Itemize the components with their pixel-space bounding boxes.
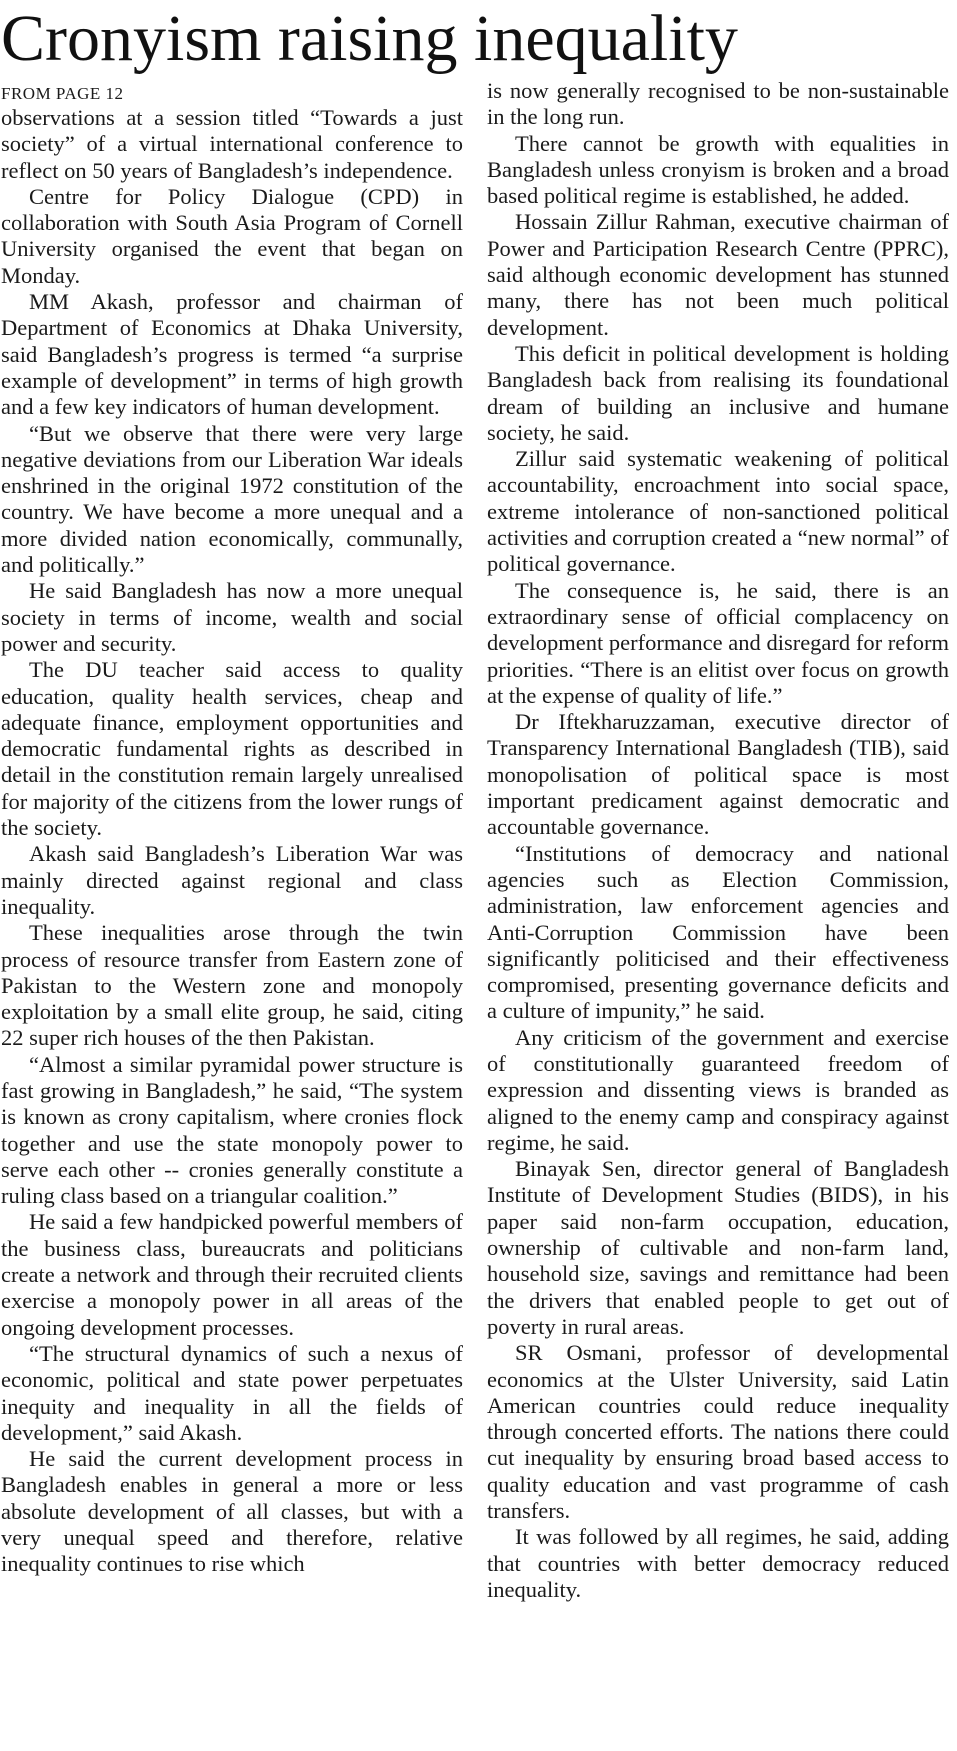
paragraph: The DU teacher said access to quality education, quality health services, cheap and adequate finance, employment opportunities and democratic fundamental rights as described in detail in the constitution remain largely unrealised for majority of the citizens from the lower rungs of the society.	[1, 657, 463, 841]
paragraph: These inequalities arose through the twin process of resource transfer from Eastern zone of Pakistan to the Western zone and monopoly exploitation by a small elite group, he said, citing 22 super rich houses of the then Pakistan.	[1, 920, 463, 1051]
paragraph: He said Bangladesh has now a more unequal society in terms of income, wealth and social power and security.	[1, 578, 463, 656]
paragraph: He said a few handpicked powerful members of the business class, bureaucrats and politicians create a network and through their recruited clients exercise a monopoly power in all areas of the ongoing development processes.	[1, 1209, 463, 1340]
paragraph: This deficit in political development is holding Bangladesh back from realising its foundational dream of building an inclusive and humane society, he said.	[487, 340, 949, 445]
paragraph: MM Akash, professor and chairman of Department of Economics at Dhaka University, said Bangladesh’s progress is termed “a surprise example of development” in terms of high growth and a few key indicators of human development.	[1, 289, 463, 420]
paragraph: “Almost a similar pyramidal power structure is fast growing in Bangladesh,” he said, “The system is known as crony capitalism, where cronies flock together and use the state monopoly power to serve each other -- cronies generally constitute a ruling class based on a triangular coalition.”	[1, 1051, 463, 1209]
paragraph: It was followed by all regimes, he said, adding that countries with better democracy reduced inequality.	[487, 1524, 949, 1602]
paragraph: Binayak Sen, director general of Bangladesh Institute of Development Studies (BIDS), in his paper said non-farm occupation, education, ownership of cultivable and non-farm land, household size, savings and remittance had been the drivers that enabled people to get out of poverty in rural areas.	[487, 1156, 949, 1339]
paragraph: SR Osmani, professor of developmental economics at the Ulster University, said Latin American countries could reduce inequality through concerted efforts. The nations there could cut inequality by ensuring broad based access to quality education and vast programme of cash transfers.	[487, 1340, 949, 1524]
paragraph: is now generally recognised to be non-sustainable in the long run.	[487, 78, 949, 130]
paragraph: Zillur said systematic weakening of political accountability, encroachment into social space, extreme intolerance of non-sanctioned political activities and corruption created a “new normal” of political governance.	[487, 446, 949, 577]
article-body	[1, 78, 949, 1603]
paragraph: Hossain Zillur Rahman, executive chairman of Power and Participation Research Centre (PPRC), said although economic development has stunned many, there has not been much political development.	[487, 209, 949, 340]
continuation-kicker: FROM PAGE 12	[1, 84, 124, 103]
paragraph: “The structural dynamics of such a nexus of economic, political and state power perpetuates inequity and inequality in all the fields of development,” said Akash.	[1, 1340, 463, 1445]
headline: Cronyism raising inequality	[1, 2, 738, 75]
paragraph: The consequence is, he said, there is an extraordinary sense of official complacency on development performance and disregard for reform priorities. “There is an elitist over focus on growth at the expense of quality of life.”	[487, 577, 949, 708]
paragraph: He said the current development process in Bangladesh enables in general a more or less absolute development of all classes, but with a very unequal speed and therefore, relative inequality continues to rise which	[1, 1446, 463, 1577]
left-column	[1, 84, 463, 1603]
paragraph: Dr Iftekharuzzaman, executive director of Transparency International Bangladesh (TIB), said monopolisation of political space is most important predicament against democratic and accountable governance.	[487, 709, 949, 840]
paragraph: observations at a session titled “Towards a just society” of a virtual international conference to reflect on 50 years of Bangladesh’s independence.	[1, 105, 463, 183]
paragraph: Centre for Policy Dialogue (CPD) in collaboration with South Asia Program of Cornell University organised the event that began on Monday.	[1, 183, 463, 288]
paragraph: “But we observe that there were very large negative deviations from our Liberation War ideals enshrined in the original 1972 constitution of the country. We have become a more unequal and a more divided nation economically, communally, and politically.”	[1, 420, 463, 578]
paragraph: “Institutions of democracy and national agencies such as Election Commission, administration, law enforcement agencies and Anti-Corruption Commission have been significantly politicised and their effectiveness compromised, presenting governance deficits and a culture of impunity,” he said.	[487, 840, 949, 1024]
paragraph: Any criticism of the government and exercise of constitutionally guaranteed freedom of expression and dissenting views is branded as aligned to the enemy camp and conspiracy against regime, he said.	[487, 1024, 949, 1155]
paragraph: Akash said Bangladesh’s Liberation War was mainly directed against regional and class inequality.	[1, 841, 463, 919]
paragraph: There cannot be growth with equalities in Bangladesh unless cronyism is broken and a broad based political regime is established, he added.	[487, 130, 949, 209]
right-column	[487, 78, 949, 1603]
